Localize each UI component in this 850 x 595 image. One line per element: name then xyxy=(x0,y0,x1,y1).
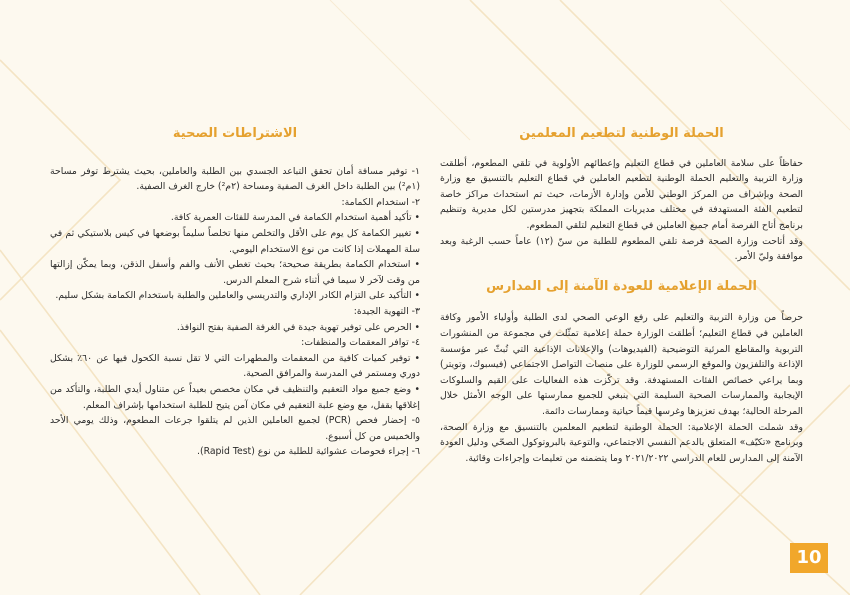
requirement-item: • التأكيد على التزام الكادر الإداري والتدريسي والعاملين والطلبة باستخدام الكمامة بشكل سليم. xyxy=(55,290,420,302)
requirement-item: ٣- التهوية الجيدة: xyxy=(353,305,420,317)
requirement-item: ٢- استخدام الكمامة: xyxy=(341,196,420,208)
right-column xyxy=(440,126,803,466)
vaccination-paragraph: حفاظاً على سلامة العاملين في قطاع التعليم وإعطائهم الأولوية في تلقي المطعوم، أطلقت وزارة التربية والتعليم الحملة الوطنية لتطعيم العاملين في قطاع التعليم بالتنسيق مع وزارة الصحة وبإشراف من المركز الوطني للأمن وإدارة الأزمات، حيث تم استحداث مراكز خاصة لتطعيم الفئة المستهدفة في مختلف مديريات المملكة بتجهيز مدرستين لكل مديرية وتنظيم برنامج أتاح الفرصة أمام جميع العاملين في قطاع التعليم لتلقي المطعوم. xyxy=(440,157,803,231)
health-requirements-heading: الاشتراطات الصحية xyxy=(172,126,298,141)
campaign-scope-paragraph: وقد شملت الحملة الإعلامية: الحملة الوطنية لتطعيم المعلمين بالتنسيق مع وزارة الصحة، وبرنامج «تكيّف» المتعلق بالدعم النفسي الاجتماعي، والتوعية بالبروتوكول الصحّي ودليل العودة الآمنة إلى المدارس للعام الدراسي ٢٠٢١/٢٠٢٢ وما يتضمنه من تعليمات وإجراءات وقائية. xyxy=(440,421,803,464)
student-vaccination-paragraph: وقد أتاحت وزارة الصحة فرصة تلقي المطعوم للطلبة من سنّ (١٢) عاماً حسب الرغبة وبعد موافقة وليّ الأمر. xyxy=(440,235,803,263)
requirement-item: ٤- توافر المعقمات والمنظفات: xyxy=(301,337,420,349)
media-campaign-heading: الحملة الإعلامية للعودة الآمنة إلى المدارس xyxy=(486,278,757,294)
requirement-item: • الحرص على توفير تهوية جيدة في الغرفة الصفية بفتح النوافذ. xyxy=(176,321,420,333)
requirement-item: ٦- إجراء فحوصات عشوائية للطلبة من نوع (Rapid Test). xyxy=(196,446,420,458)
page-number-badge: 10 xyxy=(790,543,828,573)
requirement-item: • وضع جميع مواد التعقيم والتنظيف في مكان مخصص بعيداً عن متناول أيدي الطلبة، والتأكد من إغلاقها بقفل، مع وضع علبة التعقيم في مكان آمن يتيح للطلبة استخدامها بإشراف المعلم. xyxy=(50,383,420,411)
requirement-item: • توفير كميات كافية من المعقمات والمطهرات التي لا تقل نسبة الكحول فيها عن ٦٠٪ بشكل دوري ومستمر في المدرسة والمرافق الصحية. xyxy=(50,352,420,380)
requirement-item: • تغيير الكمامة كل يوم على الأقل والتخلص منها تخلصاً سليماً بوضعها في كيس بلاستيكي ثم في سلة المهملات إذا كانت من نوع الاستخدام اليومي. xyxy=(50,227,420,255)
left-column xyxy=(50,126,420,460)
requirement-item: ١- توفير مسافة أمان تحقق التباعد الجسدي بين الطلبة والعاملين، بحيث يشترط توفر مساحة (١م²) بين الطلبة داخل الغرف الصفية ومساحة (٢م²) خارج الغرف الصفية. xyxy=(50,165,420,193)
requirement-item: • استخدام الكمامة بطريقة صحيحة؛ بحيث تغطي الأنف والفم وأسفل الذقن، وبما يمكّن إزالتها من وقت لآخر لا سيما في أثناء شرح المعلم الدرس. xyxy=(50,259,420,286)
requirement-item: • تأكيد أهمية استخدام الكمامة في المدرسة للفئات العمرية كافة. xyxy=(170,212,420,224)
media-campaign-paragraph: حرصاً من وزارة التربية والتعليم على رفع الوعي الصحي لدى الطلبة وأولياء الأمور وكافة العاملين في قطاع التعليم؛ أطلقت الوزارة حملة إعلامية تمثّلت في مجموعة من المنشورات التربوية والمقاطع المرئية التوضيحية (الفيديوهات) والإعلانات الإذاعية التي تُبثّ عبر مؤسسة الإذاعة والتلفزيون والموقع الرسمي للوزارة على منصات التواصل الاجتماعي (فيسبوك، وتويتر) وبما يراعي خصائص الفئات المستهدفة. وقد تركّزت هذه الفعاليات على القيم والسلوكات الإيجابية والممارسات الصحية السليمة التي ينبغي للجميع ممارستها على الوجه الأمثل خلال المرحلة الحالية؛ بهدف تعزيزها وغرسها قيماً حياتية وممارسات دائمة. xyxy=(440,312,803,417)
teacher-vaccination-heading: الحملة الوطنية لتطعيم المعلمين xyxy=(519,126,724,141)
requirement-item: ٥- إحضار فحص (PCR) لجميع العاملين الذين لم يتلقوا جرعات المطعوم، وذلك يومي الأحد والخميس من كل أسبوع. xyxy=(50,415,420,442)
